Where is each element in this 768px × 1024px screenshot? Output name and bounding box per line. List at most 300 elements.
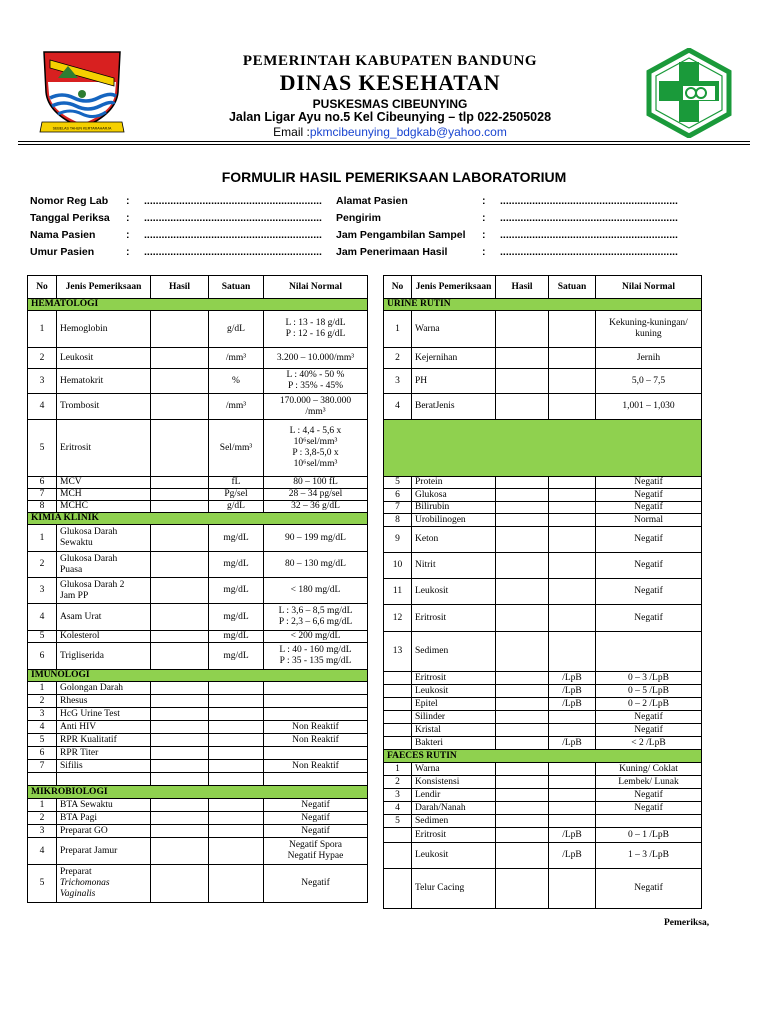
col-header-hasil: Hasil (496, 276, 549, 299)
result-input[interactable] (496, 763, 549, 776)
result-input[interactable] (496, 789, 549, 802)
col-header-nilai: Nilai Normal (596, 276, 702, 299)
cell-line: < 180 mg/dL (290, 585, 341, 595)
result-input[interactable] (151, 631, 209, 643)
unit: /LpB (549, 672, 596, 685)
table-row (384, 348, 702, 369)
result-input[interactable] (151, 420, 209, 477)
row-number: 4 (384, 394, 412, 420)
table-row (384, 527, 702, 553)
result-input[interactable] (151, 501, 209, 513)
table-row (384, 869, 702, 909)
test-name: Anti HIV (57, 721, 151, 734)
result-input[interactable] (496, 348, 549, 369)
sample-label: Pengirim (336, 212, 381, 224)
table-cell (57, 773, 151, 786)
patient-value-input[interactable]: ............................................................. (144, 246, 322, 258)
patient-label: Nomor Reg Lab (30, 195, 109, 207)
cell-line: 3.200 – 10.000/mm³ (276, 352, 355, 363)
test-name: Sedimen (412, 632, 496, 672)
result-input[interactable] (151, 760, 209, 773)
table-row (384, 514, 702, 527)
test-name: Kejernihan (412, 348, 496, 369)
unit: /LpB (549, 737, 596, 750)
unit: mg/dL (209, 604, 264, 631)
spacer-cell (384, 420, 702, 477)
table-row (28, 501, 368, 513)
normal-value (596, 311, 702, 348)
result-input[interactable] (151, 734, 209, 747)
normal-value (264, 631, 368, 643)
test-name (57, 812, 151, 825)
table-row (384, 763, 702, 776)
unit (549, 527, 596, 553)
table-row (28, 477, 368, 489)
normal-value: Negatif (596, 579, 702, 605)
unit: /LpB (549, 685, 596, 698)
table-row (384, 815, 702, 828)
cell-line: 80 – 100 fL (293, 477, 338, 487)
unit (209, 838, 264, 865)
row-number: 6 (28, 747, 57, 760)
test-name (57, 799, 151, 812)
government-title: PEMERINTAH KABUPATEN BANDUNG (242, 53, 538, 69)
test-name (57, 838, 151, 865)
unit (209, 812, 264, 825)
table-row (384, 477, 702, 489)
row-number: 1 (28, 311, 57, 348)
test-name: Hemoglobin (57, 311, 151, 348)
row-number (384, 711, 412, 724)
sample-label: Jam Penerimaan Hasil (336, 246, 448, 258)
section-title: HEMATOLOGI (28, 299, 368, 311)
result-input[interactable] (151, 525, 209, 552)
test-name (57, 643, 151, 670)
field-colon: : (126, 246, 130, 258)
row-number (384, 843, 412, 869)
table-row (384, 802, 702, 815)
cell-line: Glukosa Darah 2 (60, 579, 125, 590)
table-row (28, 631, 368, 643)
unit: Sel/mm³ (209, 420, 264, 477)
cell-line: L : 13 - 18 g/dL (285, 318, 346, 328)
row-number: 5 (384, 815, 412, 828)
unit: mg/dL (209, 578, 264, 604)
result-input[interactable] (151, 369, 209, 394)
sediment-name: Leukosit (412, 843, 496, 869)
normal-value: Negatif (596, 605, 702, 632)
result-input[interactable] (496, 502, 549, 514)
normal-value (264, 695, 368, 708)
row-number: 5 (28, 734, 57, 747)
cell-line: Negatif (301, 878, 330, 888)
cell-line: L : 3,6 – 8,5 mg/dL (278, 606, 353, 616)
result-input[interactable] (151, 604, 209, 631)
normal-value: Negatif (596, 553, 702, 579)
table-row (28, 721, 368, 734)
row-number: 2 (28, 552, 57, 578)
normal-value: Negatif (596, 724, 702, 737)
result-input[interactable] (496, 802, 549, 815)
section-title: IMUNOLOGI (28, 670, 368, 682)
address-line: Jalan Ligar Ayu no.5 Kel Cibeunying – tlp 022-2505028 (228, 110, 552, 124)
row-number: 6 (384, 489, 412, 502)
table-row (384, 553, 702, 579)
sediment-name: Eritrosit (412, 672, 496, 685)
table-row (28, 604, 368, 631)
test-name: RPR Titer (57, 747, 151, 760)
normal-value: Lembek/ Lunak (596, 776, 702, 789)
unit (209, 760, 264, 773)
test-name: Eritrosit (412, 605, 496, 632)
cell-line: L : 40 - 160 mg/dL (279, 645, 352, 655)
header-divider (18, 141, 750, 142)
row-number: 12 (384, 605, 412, 632)
table-row (28, 525, 368, 552)
normal-value: 0 – 5 /LpB (596, 685, 702, 698)
row-number: 8 (28, 501, 57, 513)
result-input[interactable] (496, 815, 549, 828)
result-input[interactable] (496, 514, 549, 527)
row-number: 2 (384, 348, 412, 369)
cell-line: Negatif (301, 825, 330, 836)
patient-label: Nama Pasien (30, 229, 96, 241)
normal-value (264, 501, 368, 513)
row-number: 5 (28, 865, 57, 903)
normal-value (596, 348, 702, 369)
sample-value-input[interactable]: ............................................................. (500, 195, 678, 207)
table-row (384, 632, 702, 672)
result-input[interactable] (151, 552, 209, 578)
result-input[interactable] (496, 843, 549, 869)
email-line (150, 125, 630, 139)
table-header-row (384, 276, 702, 299)
test-name: MCH (57, 489, 151, 501)
row-number: 4 (28, 721, 57, 734)
result-input[interactable] (151, 812, 209, 825)
test-name: BeratJenis (412, 394, 496, 420)
unit (209, 721, 264, 734)
normal-value: 0 – 1 /LpB (596, 828, 702, 843)
result-input[interactable] (151, 489, 209, 501)
result-input[interactable] (151, 747, 209, 760)
test-name: Golongan Darah (57, 682, 151, 695)
cell-line: P : 35 - 135 mg/dL (279, 656, 352, 666)
table-row (384, 698, 702, 711)
table-row (384, 828, 702, 843)
result-input[interactable] (496, 553, 549, 579)
normal-value (264, 477, 368, 489)
cell-line: Asam Urat (60, 611, 102, 622)
row-number: 7 (28, 489, 57, 501)
row-number: 2 (28, 348, 57, 369)
row-number: 7 (384, 502, 412, 514)
unit: mg/dL (209, 643, 264, 670)
table-row (384, 369, 702, 394)
row-number: 1 (28, 525, 57, 552)
test-name: Bilirubin (412, 502, 496, 514)
unit (209, 799, 264, 812)
patient-value-input[interactable]: ............................................................. (144, 229, 322, 241)
normal-value (264, 578, 368, 604)
normal-value (264, 708, 368, 721)
section-title: FAECES RUTIN (384, 750, 702, 763)
result-input[interactable] (496, 527, 549, 553)
normal-value: < 2 /LpB (596, 737, 702, 750)
result-input[interactable] (151, 825, 209, 838)
sample-label: Jam Pengambilan Sampel (336, 229, 466, 241)
row-number: 3 (28, 825, 57, 838)
result-input[interactable] (151, 721, 209, 734)
test-name: MCV (57, 477, 151, 489)
result-input[interactable] (496, 711, 549, 724)
cell-line: /mm³ (305, 406, 326, 417)
row-number: 8 (384, 514, 412, 527)
col-header-jenis: Jenis Pemeriksaan (57, 276, 151, 299)
cell-line: Glukosa Darah (60, 553, 118, 564)
test-name: PH (412, 369, 496, 394)
row-number: 4 (28, 604, 57, 631)
normal-value (264, 747, 368, 760)
test-name: Lendir (412, 789, 496, 802)
table-header-row (28, 276, 368, 299)
table-row (28, 865, 368, 903)
table-row (28, 420, 368, 477)
result-input[interactable] (496, 828, 549, 843)
unit (549, 394, 596, 420)
unit (209, 695, 264, 708)
table-row (384, 843, 702, 869)
result-input[interactable] (151, 708, 209, 721)
row-number: 2 (28, 695, 57, 708)
section-imunologi (28, 670, 368, 682)
cell-line: Puasa (60, 564, 83, 575)
cell-line: Kekuning-kuningan/ (609, 318, 688, 328)
cell-line: Glukosa Darah (60, 527, 118, 537)
test-name (57, 825, 151, 838)
result-input[interactable] (151, 578, 209, 604)
test-name: Darah/Nanah (412, 802, 496, 815)
result-input[interactable] (496, 477, 549, 489)
section-title: KIMIA KLINIK (28, 513, 368, 525)
sample-value-input[interactable]: ............................................................. (500, 246, 678, 258)
sediment-name: Telur Cacing (412, 869, 496, 909)
cell-line: P : 12 - 16 g/dL (285, 329, 346, 339)
normal-value (264, 825, 368, 838)
normal-value: Kuning/ Coklat (596, 763, 702, 776)
unit: Pg/sel (209, 489, 264, 501)
cell-line: 28 – 34 pg/sel (288, 489, 343, 499)
normal-value: 1 – 3 /LpB (596, 843, 702, 869)
result-input[interactable] (496, 579, 549, 605)
left-results-table (27, 275, 368, 903)
table-row (384, 672, 702, 685)
unit: /mm³ (209, 348, 264, 369)
result-input[interactable] (151, 695, 209, 708)
sample-value-input[interactable]: ............................................................. (500, 229, 678, 241)
table-row (384, 776, 702, 789)
normal-value: Negatif (596, 489, 702, 502)
row-number: 11 (384, 579, 412, 605)
email-link[interactable]: pkmcibeunying_bdgkab@yahoo.com (309, 125, 507, 139)
test-name: Leukosit (412, 579, 496, 605)
field-colon: : (482, 246, 486, 258)
result-input[interactable] (151, 838, 209, 865)
table-row (28, 489, 368, 501)
result-input[interactable] (496, 776, 549, 789)
result-input[interactable] (151, 865, 209, 903)
table-row (384, 311, 702, 348)
row-number (384, 869, 412, 909)
test-name: Konsistensi (412, 776, 496, 789)
table-row (384, 579, 702, 605)
result-input[interactable] (151, 477, 209, 489)
patient-value-input[interactable]: ............................................................. (144, 212, 322, 224)
patient-value-input[interactable]: ............................................................. (144, 195, 322, 207)
email-label: Email : (273, 125, 310, 139)
row-number: 4 (28, 394, 57, 420)
row-number: 13 (384, 632, 412, 672)
section-kimia-klinik (28, 513, 368, 525)
sediment-name: Kristal (412, 724, 496, 737)
row-number: 1 (384, 763, 412, 776)
field-colon: : (482, 229, 486, 241)
unit: /LpB (549, 843, 596, 869)
cell-line: L : 40% - 50 % (286, 370, 345, 380)
normal-value (264, 799, 368, 812)
unit (549, 477, 596, 489)
cell-line: Negatif Spora (288, 840, 343, 850)
unit (549, 815, 596, 828)
normal-value (264, 311, 368, 348)
result-input[interactable] (496, 869, 549, 909)
normal-value: Negatif (596, 789, 702, 802)
result-input[interactable] (496, 489, 549, 502)
table-row (384, 737, 702, 750)
normal-value (264, 420, 368, 477)
row-number: 3 (384, 369, 412, 394)
normal-value: Negatif (596, 869, 702, 909)
row-number: 2 (384, 776, 412, 789)
cell-line: Trichomonas (60, 878, 110, 888)
unit: fL (209, 477, 264, 489)
header-divider-thin (18, 144, 750, 145)
cell-line: 90 – 199 mg/dL (285, 532, 346, 543)
unit (549, 776, 596, 789)
section-hematologi (28, 299, 368, 311)
field-colon: : (126, 229, 130, 241)
col-header-hasil: Hasil (151, 276, 209, 299)
test-name: Protein (412, 477, 496, 489)
normal-value (264, 865, 368, 903)
unit: % (209, 369, 264, 394)
result-input[interactable] (496, 685, 549, 698)
unit (549, 632, 596, 672)
result-input[interactable] (496, 632, 549, 672)
result-input[interactable] (496, 311, 549, 348)
table-row (28, 394, 368, 420)
field-colon: : (126, 195, 130, 207)
row-number: 5 (384, 477, 412, 489)
result-input[interactable] (496, 698, 549, 711)
result-input[interactable] (496, 394, 549, 420)
normal-value (596, 815, 702, 828)
unit (549, 514, 596, 527)
sediment-name: Epitel (412, 698, 496, 711)
sample-value-input[interactable]: ............................................................. (500, 212, 678, 224)
table-row (28, 838, 368, 865)
normal-value (264, 394, 368, 420)
unit: /mm³ (209, 394, 264, 420)
unit (209, 825, 264, 838)
row-number (384, 737, 412, 750)
cell-line: < 200 mg/dL (290, 631, 341, 641)
normal-value (264, 838, 368, 865)
row-number: 6 (28, 477, 57, 489)
table-row (28, 578, 368, 604)
normal-value (264, 525, 368, 552)
unit (549, 605, 596, 632)
cell-line: 32 – 36 g/dL (291, 501, 340, 511)
sediment-name: Bakteri (412, 737, 496, 750)
row-number: 2 (28, 812, 57, 825)
cell-line: 80 – 130 mg/dL (285, 559, 346, 569)
result-input[interactable] (496, 369, 549, 394)
normal-value (596, 394, 702, 420)
emblem-motto: SEBELAS TAHUN KERTARAHARJA (52, 126, 112, 131)
normal-value: Negatif (596, 711, 702, 724)
unit (209, 708, 264, 721)
section-faeces-rutin (384, 750, 702, 763)
unit: g/dL (209, 311, 264, 348)
result-input[interactable] (496, 737, 549, 750)
result-input[interactable] (151, 773, 209, 786)
test-name: Urobilinogen (412, 514, 496, 527)
result-input[interactable] (496, 724, 549, 737)
normal-value: Negatif (596, 477, 702, 489)
result-input[interactable] (151, 682, 209, 695)
cell-line: 10⁶sel/mm³ (293, 459, 338, 469)
table-row (28, 825, 368, 838)
unit (549, 502, 596, 514)
cell-line: Sewaktu (60, 538, 93, 548)
table-cell (264, 773, 368, 786)
test-name: Keton (412, 527, 496, 553)
table-row (28, 643, 368, 670)
result-input[interactable] (151, 394, 209, 420)
unit (549, 311, 596, 348)
test-name: MCHC (57, 501, 151, 513)
result-input[interactable] (496, 672, 549, 685)
test-name: Eritrosit (57, 420, 151, 477)
normal-value: Negatif (596, 502, 702, 514)
result-input[interactable] (151, 348, 209, 369)
agency-title: DINAS KESEHATAN (279, 70, 501, 95)
unit (549, 553, 596, 579)
result-input[interactable] (151, 643, 209, 670)
test-name: Glukosa (412, 489, 496, 502)
test-name: Sedimen (412, 815, 496, 828)
cell-line: Jam PP (60, 590, 89, 601)
result-input[interactable] (151, 799, 209, 812)
result-input[interactable] (151, 311, 209, 348)
result-input[interactable] (496, 605, 549, 632)
table-row (384, 394, 702, 420)
table-row (28, 747, 368, 760)
table-row (28, 369, 368, 394)
test-name: Trombosit (57, 394, 151, 420)
normal-value (264, 643, 368, 670)
